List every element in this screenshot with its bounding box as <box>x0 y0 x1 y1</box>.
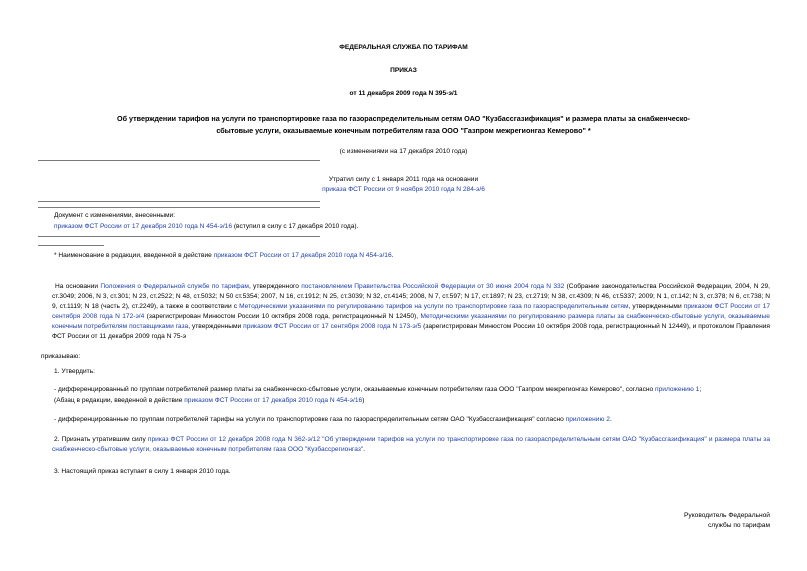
abz-link[interactable]: приказом ФСТ России от 17 декабря 2010 года N 454-э/16 <box>184 397 363 404</box>
preamble-text: , утвержденными <box>628 303 684 310</box>
preamble-link[interactable]: Положения о Федеральной службе по тарифам <box>100 283 249 290</box>
divider <box>38 207 320 208</box>
changes-tail: (вступил в силу с 17 декабря 2010 года). <box>231 223 359 230</box>
doc-title-line2: сбытовые услуги, оказываемые конечным потребителям газа ООО "Газпром межрегионгаз Кемерово" * <box>216 126 591 135</box>
footnote <box>54 252 393 259</box>
dash1-end: ; <box>699 386 702 393</box>
signature-line2: службы по тарифам <box>707 522 770 529</box>
footnote-divider <box>38 245 104 246</box>
abzac-note <box>54 397 364 404</box>
item-3: 3. Настоящий приказ вступает в силу 1 января 2010 года. <box>54 468 231 475</box>
doc-type: ПРИКАЗ <box>390 67 417 74</box>
item2-end: . <box>363 446 366 453</box>
preamble-text: (зарегистрирован Минюстом России 10 октября 2008 года, регистрационный N 12449), и протоколом Правления ФСТ России от 11 декабря 2009 года N 75-э <box>52 323 770 340</box>
preamble-paragraph <box>52 282 770 342</box>
abz-text: (Абзац в редакции, введенной в действие <box>54 397 185 404</box>
dash2-text: - дифференцированные по группам потребителей тарифы на услуги по транспортировке газа по газораспределительным сетям ОАО "Кузбассгазификация" согласно <box>54 416 566 423</box>
item-2 <box>52 435 770 455</box>
dash2-link[interactable]: приложению 2 <box>565 416 610 423</box>
dash-item-1 <box>54 386 701 393</box>
divider <box>38 201 320 202</box>
agency-name: ФЕДЕРАЛЬНАЯ СЛУЖБА ПО ТАРИФАМ <box>339 44 468 51</box>
preamble-text: , утвержденными <box>188 323 244 330</box>
item-1: 1. Утвердить: <box>54 368 95 375</box>
expired-link[interactable]: приказа ФСТ России от 9 ноября 2010 года N 284-э/6 <box>322 186 485 193</box>
dash1-link[interactable]: приложению 1 <box>655 386 700 393</box>
item2-text: 2. Признать утратившим силу <box>54 436 148 443</box>
dash-item-2 <box>54 416 612 423</box>
preamble-text: (Собрание законодательства Российской Федерации, 2004, N 29, ст.3049; 2006, N 3, ст.301; N 23, ст.2522; N 48, ст.5032; N 50 ст.5354; 2007, N 16, ст.1912; N 25, ст.3039; N 32, ст.4145; 2008, N 7, ст.597; N 17, ст.1897; N 23, ст.2719; N 38, ст.4309; N 46, ст.5337; 2009; N 1, ст.142; N 3, ст.378; N 6, ст.738; N 9, ст.1119; N 18 (часть 2), ст.2249), а также в соответствии с <box>52 283 770 310</box>
abz-end: ) <box>362 397 365 404</box>
preamble-link[interactable]: Методическими указаниями по регулированию тарифов на услуги по транспортировке газа по газораспределительным сетям <box>239 303 629 310</box>
dash1-text: - дифференцированный по группам потребителей размер платы за снабженческо-сбытовые услуги, оказываемые конечным потребителям газа ООО "Газпром межрегионгаз Кемерово", согласно <box>54 386 656 393</box>
orders-word: приказываю: <box>41 353 81 360</box>
footnote-text: * Наименование в редакции, введенной в действие <box>54 252 214 259</box>
divider <box>38 160 320 161</box>
changes-link[interactable]: приказом ФСТ России от 17 декабря 2010 года N 454-э/16 <box>54 223 232 230</box>
preamble-link[interactable]: постановлением Правительства Российской Федерации от 30 июня 2004 года N 332 <box>301 283 565 290</box>
expired-note: Утратил силу с 1 января 2011 года на основании <box>328 176 479 183</box>
preamble-link[interactable]: приказом ФСТ России от 17 сентября 2008 года N 173-э/5 <box>243 323 422 330</box>
item2-link[interactable]: приказ ФСТ России от 12 декабря 2008 года N 362-э/12 "Об утверждении тарифов на услуги по транспортировке газа по газораспределительным сетям ОАО "Кузбассгазификация" и размера платы за снабженческо-сбытовые услуги, оказываемые конечным потребителям газа ООО "Кузбассрегионгаз" <box>52 436 770 453</box>
preamble-text: , утвержденного <box>248 283 302 290</box>
divider <box>38 236 320 237</box>
footnote-end: . <box>391 252 394 259</box>
doc-date-number: от 11 декабря 2009 года N 395-э/1 <box>349 90 458 97</box>
dash2-end: . <box>609 416 612 423</box>
signature-line1: Руководитель Федеральной <box>684 512 770 519</box>
preamble-link[interactable]: приказом ФСТ России от 17 сентября 2008 года N 172-э/4 <box>52 303 770 320</box>
changes-label: Документ с изменениями, внесенными: <box>54 212 176 219</box>
footnote-link[interactable]: приказом ФСТ России от 17 декабря 2010 года N 454-э/16 <box>213 252 392 259</box>
preamble-text: (зарегистрирован Минюстом России 10 октября 2008 года, регистрационный N 12450), <box>144 313 421 320</box>
amendments-note: (с изменениями на 17 декабря 2010 года) <box>339 148 468 155</box>
doc-title-line1: Об утверждении тарифов на услуги по транспортировке газа по газораспределительным сетям ОАО "Кузбассгазификация" и размера платы за снабженческо- <box>116 114 690 123</box>
changes-line <box>54 223 358 230</box>
preamble-link[interactable]: Методическими указаниями по регулированию размера платы за снабженческо-сбытовые услуги, оказываемые конечным потребителям поставщиками газа <box>52 313 770 330</box>
preamble-text: На основании <box>55 283 101 290</box>
